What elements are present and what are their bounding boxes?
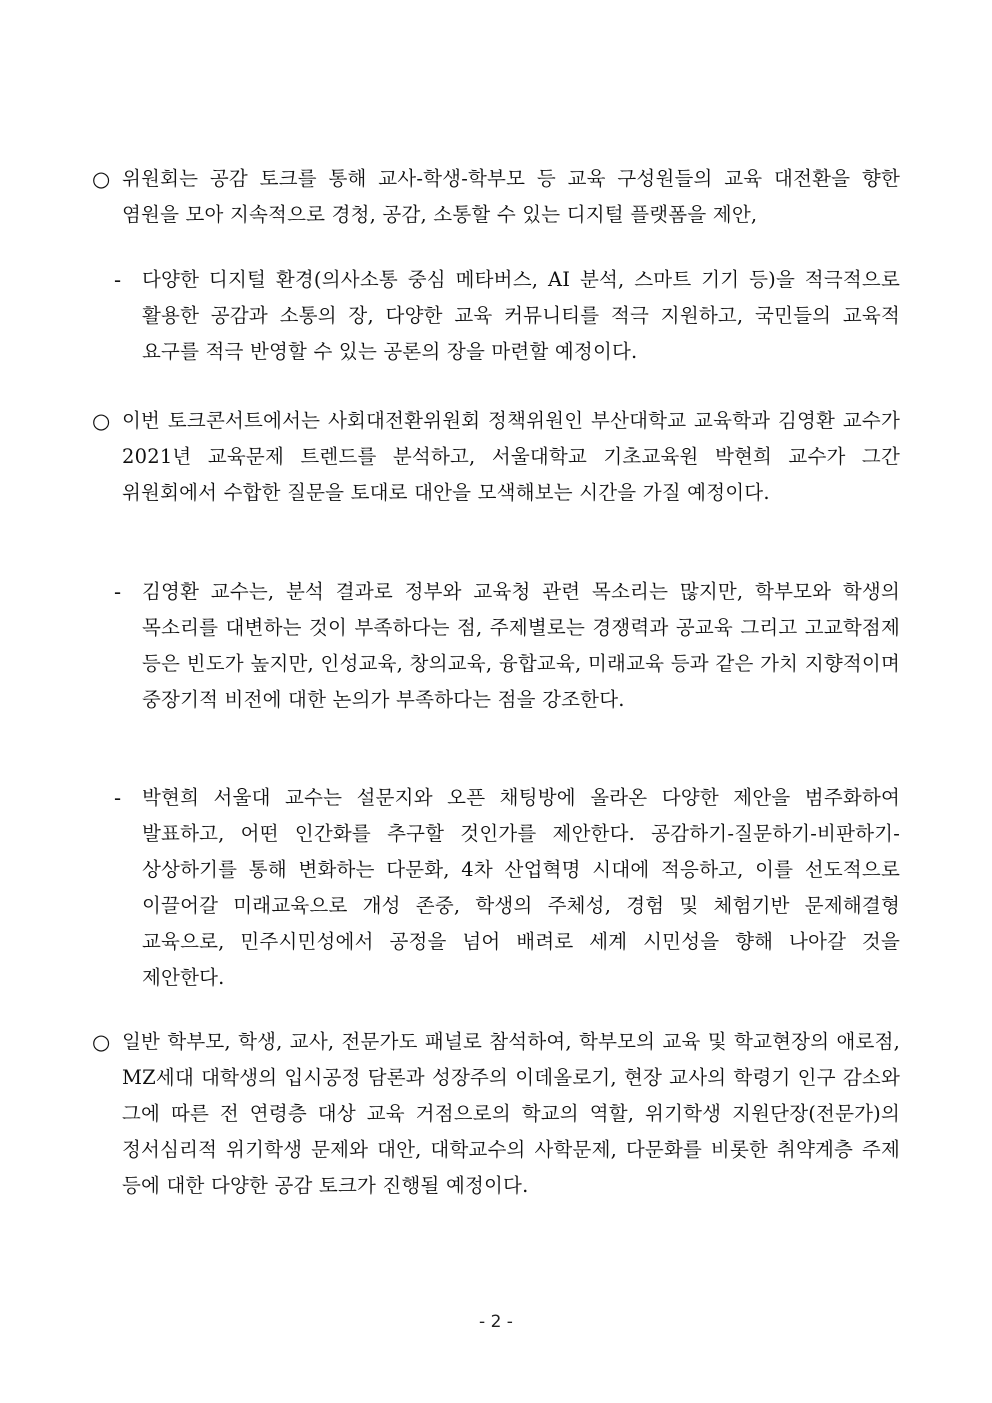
dash-bullet-icon: -: [114, 580, 122, 604]
dash-paragraph-kim-younghwan: [92, 574, 900, 718]
page-number: - 2 -: [479, 1312, 513, 1332]
dash-paragraph-digital-environment: [92, 262, 900, 370]
dash-paragraph-park-hyunhee: [92, 780, 900, 996]
circle-bullet-icon: ○: [92, 409, 111, 433]
paragraph-text: 일반 학부모, 학생, 교사, 전문가도 패널로 참석하여, 학부모의 교육 및 학교현장의 애로점, MZ세대 대학생의 입시공정 담론과 성장주의 이데올로기, 현장 교사의 학령기 인구 감소와 그에 따른 전 연령층 대상 교육 거점으로의 학교의 역할, 위기학생 지원단장(전문가)의 정서심리적 위기학생 문제와 대안, 대학교수의 사학문제, 다문화를 비롯한 취약계층 주제 등에 대한 다양한 공감 토크가 진행될 예정이다.: [122, 1030, 900, 1197]
bullet-paragraph-talk-concert: [92, 403, 900, 511]
bullet-paragraph-platform: [92, 161, 900, 233]
paragraph-text: 김영환 교수는, 분석 결과로 정부와 교육청 관련 목소리는 많지만, 학부모와 학생의 목소리를 대변하는 것이 부족하다는 점, 주제별로는 경쟁력과 공교육 그리고 고교학점제 등은 빈도가 높지만, 인성교육, 창의교육, 융합교육, 미래교육 등과 같은 가치 지향적이며 중장기적 비전에 대한 논의가 부족하다는 점을 강조한다.: [142, 580, 900, 711]
paragraph-text: 위원회는 공감 토크를 통해 교사-학생-학부모 등 교육 구성원들의 교육 대전환을 향한 염원을 모아 지속적으로 경청, 공감, 소통할 수 있는 디지털 플랫폼을 제안,: [122, 167, 900, 226]
dash-bullet-icon: -: [114, 268, 122, 292]
paragraph-text: 다양한 디지털 환경(의사소통 중심 메타버스, AI 분석, 스마트 기기 등)을 적극적으로 활용한 공감과 소통의 장, 다양한 교육 커뮤니티를 적극 지원하고, 국민들의 교육적 요구를 적극 반영할 수 있는 공론의 장을 마련할 예정이다.: [142, 268, 900, 363]
paragraph-text: 박현희 서울대 교수는 설문지와 오픈 채팅방에 올라온 다양한 제안을 범주화하여 발표하고, 어떤 인간화를 추구할 것인가를 제안한다. 공감하기-질문하기-비판하기-상상하기를 통해 변화하는 다문화, 4차 산업혁명 시대에 적응하고, 이를 선도적으로 이끌어갈 미래교육으로 개성 존중, 학생의 주체성, 경험 및 체험기반 문제해결형 교육으로, 민주시민성에서 공정을 넘어 배려로 세계 시민성을 향해 나아갈 것을 제안한다.: [142, 786, 900, 989]
dash-bullet-icon: -: [114, 786, 122, 810]
paragraph-text: 이번 토크콘서트에서는 사회대전환위원회 정책위원인 부산대학교 교육학과 김영환 교수가 2021년 교육문제 트렌드를 분석하고, 서울대학교 기초교육원 박현희 교수가 그간 위원회에서 수합한 질문을 토대로 대안을 모색해보는 시간을 가질 예정이다.: [122, 409, 900, 504]
circle-bullet-icon: ○: [92, 167, 111, 191]
bullet-paragraph-panel: [92, 1024, 900, 1204]
circle-bullet-icon: ○: [92, 1030, 111, 1054]
